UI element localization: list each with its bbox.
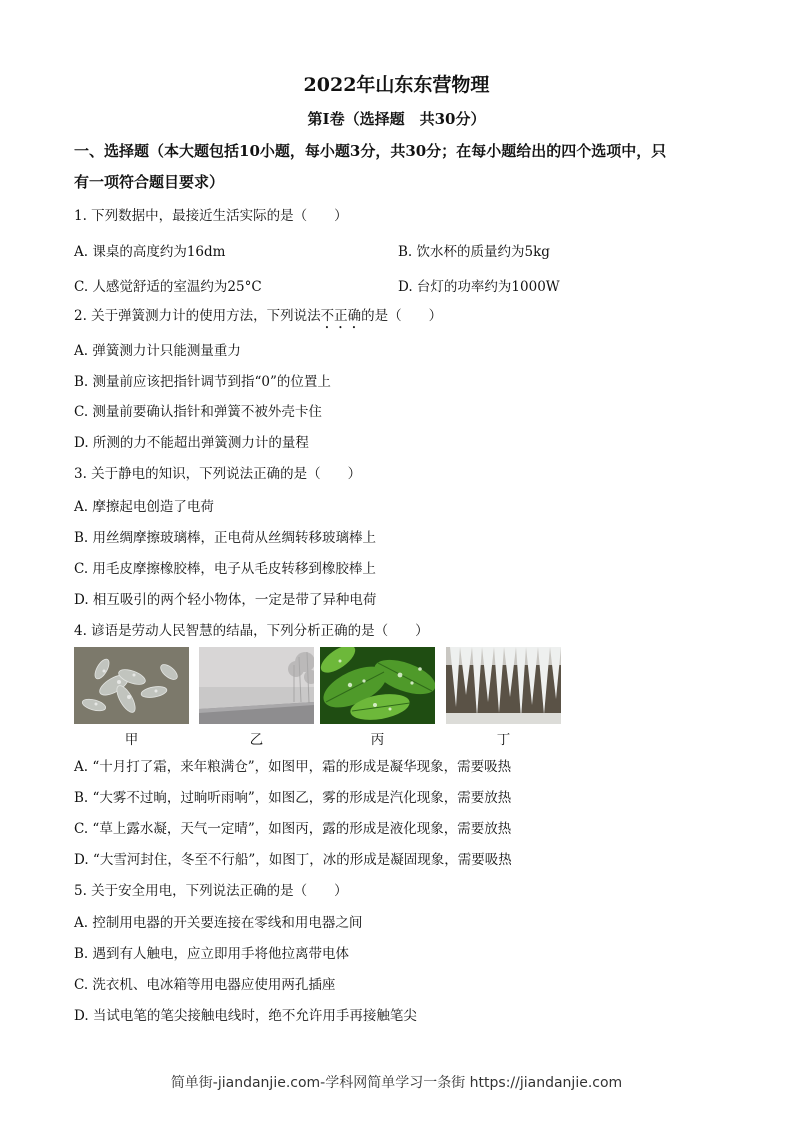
question-4-option-b: B. “大雾不过晌，过晌听雨响”，如图乙，雾的形成是汽化现象，需要放热 [74, 790, 512, 806]
question-1-option-b: B. 饮水杯的质量约为5kg [398, 244, 550, 260]
question-3-option-d: D. 相互吸引的两个轻小物体，一定是带了异种电荷 [74, 592, 377, 608]
question-2-option-c: C. 测量前要确认指针和弹簧不被外壳卡住 [74, 404, 322, 420]
question-4-stem: 4. 谚语是劳动人民智慧的结晶，下列分析正确的是（ ） [74, 623, 429, 639]
question-3-stem: 3. 关于静电的知识，下列说法正确的是（ ） [74, 466, 362, 482]
caption-ding: 丁 [496, 732, 511, 748]
question-5-option-a: A. 控制用电器的开关要连接在零线和用电器之间 [74, 915, 363, 931]
caption-jia: 甲 [124, 732, 139, 748]
question-2-stem [74, 304, 442, 332]
question-2-stem-pre: 2. 关于弹簧测力计的使用方法，下列说法 [74, 308, 321, 324]
paper-subtitle: 第Ⅰ卷（选择题 共30分） [307, 110, 486, 128]
question-1-stem: 1. 下列数据中，最接近生活实际的是（ ） [74, 208, 348, 224]
question-3-option-b: B. 用丝绸摩擦玻璃棒，正电荷从丝绸转移玻璃棒上 [74, 530, 377, 546]
question-5-option-d: D. 当试电笔的笔尖接触电线时，绝不允许用手再接触笔尖 [74, 1008, 417, 1024]
question-3-option-a: A. 摩擦起电创造了电荷 [74, 499, 214, 515]
question-3-option-c: C. 用毛皮摩擦橡胶棒，电子从毛皮转移到橡胶棒上 [74, 561, 376, 577]
caption-bing: 丙 [370, 732, 385, 748]
photo-ice [446, 647, 561, 724]
question-5-option-b: B. 遇到有人触电，应立即用手将他拉离带电体 [74, 946, 350, 962]
question-4-option-d: D. “大雪河封住，冬至不行船”，如图丁，冰的形成是凝固现象，需要吸热 [74, 852, 512, 868]
page-title: 2022年山东东营物理 [303, 74, 490, 96]
question-2-stem-post: 的是（ ） [361, 308, 443, 324]
question-5-option-c: C. 洗衣机、电冰箱等用电器应使用两孔插座 [74, 977, 336, 993]
caption-yi: 乙 [249, 732, 264, 748]
photo-frost [74, 647, 189, 724]
question-2-stem-emphasis: 不正确 [320, 308, 362, 324]
question-2-option-b: B. 测量前应该把指针调节到指“0”的位置上 [74, 374, 331, 390]
question-1-option-c: C. 人感觉舒适的室温约为25°C [74, 279, 262, 295]
question-2-option-a: A. 弹簧测力计只能测量重力 [74, 343, 241, 359]
question-5-stem: 5. 关于安全用电，下列说法正确的是（ ） [74, 883, 348, 899]
question-4-option-a: A. “十月打了霜，来年粮满仓”，如图甲，霜的形成是凝华现象，需要吸热 [74, 759, 512, 775]
question-1-option-d: D. 台灯的功率约为1000W [398, 279, 560, 295]
question-4-option-c: C. “草上露水凝，天气一定晴”，如图丙，露的形成是液化现象，需要放热 [74, 821, 512, 837]
question-1-option-a: A. 课桌的高度约为16dm [74, 244, 226, 260]
section-heading-line1: 一、选择题（本大题包括10小题，每小题3分，共30分；在每小题给出的四个选项中，只 [74, 142, 667, 160]
question-2-option-d: D. 所测的力不能超出弹簧测力计的量程 [74, 435, 309, 451]
photo-fog [199, 647, 314, 724]
footer-watermark: 简单街-jiandanjie.com-学科网简单学习一条街 https://jiandanjie.com [170, 1075, 623, 1091]
section-heading-line2: 有一项符合题目要求） [74, 173, 225, 191]
photo-dew [320, 647, 435, 724]
